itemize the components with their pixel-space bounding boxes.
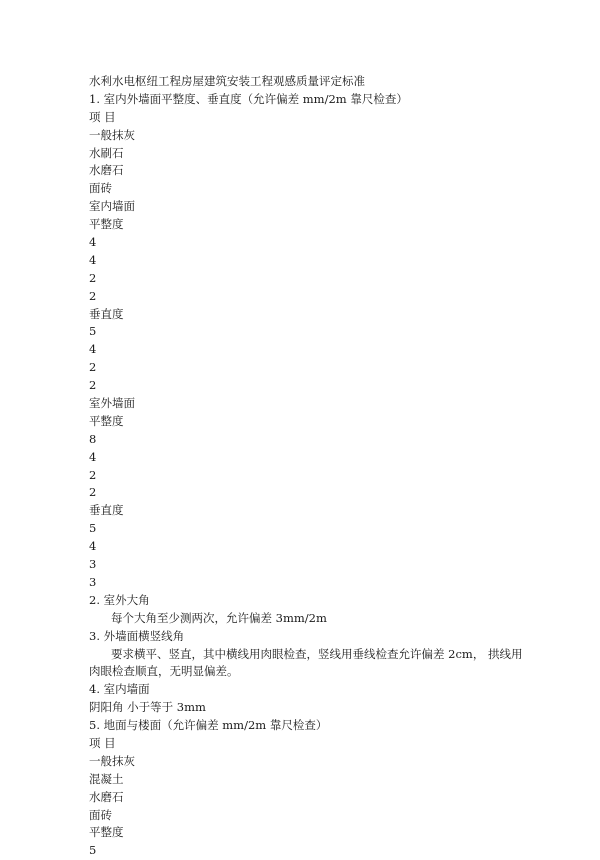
section-2-heading: 2. 室外大角 — [89, 592, 150, 607]
section-1-heading: 1. 室内外墙面平整度、垂直度（允许偏差 mm/2m 靠尺检查） — [89, 91, 408, 106]
outdoor-flatness-value: 8 — [89, 431, 97, 446]
outdoor-flatness-value: 2 — [89, 467, 97, 482]
document-page — [89, 73, 529, 860]
outdoor-vertical-value: 3 — [89, 557, 97, 572]
section-5-item: 混凝土 — [89, 771, 124, 786]
section-3-heading: 3. 外墙面横竖线角 — [89, 628, 185, 643]
outdoor-vertical-value: 5 — [89, 521, 97, 536]
section-5-column-header: 项 目 — [89, 735, 116, 750]
indoor-flatness-value: 4 — [89, 252, 97, 267]
section-5-flatness-label: 平整度 — [89, 825, 124, 840]
indoor-vertical-value: 2 — [89, 378, 97, 393]
section-4-heading: 4. 室内墙面 — [89, 682, 150, 697]
indoor-flatness-value: 4 — [89, 235, 97, 250]
outdoor-flatness-value: 2 — [89, 485, 97, 500]
indoor-vertical-value: 5 — [89, 324, 97, 339]
section-5-item: 水磨石 — [89, 789, 124, 804]
outdoor-flatness-label: 平整度 — [89, 413, 124, 428]
section-1-item: 一般抹灰 — [89, 127, 135, 142]
indoor-vertical-value: 2 — [89, 360, 97, 375]
indoor-vertical-label: 垂直度 — [89, 306, 124, 321]
outdoor-vertical-label: 垂直度 — [89, 503, 124, 518]
section-5-flatness-value: 5 — [89, 843, 97, 858]
section-1-item: 水刷石 — [89, 145, 124, 160]
section-3-text: 要求横平、竖直，其中横线用肉眼检查，竖线用垂线检查允许偏差 2cm， 拱线用肉眼检查顺直，无明显偏差。 — [89, 646, 523, 679]
outdoor-vertical-value: 4 — [89, 539, 97, 554]
indoor-flatness-label: 平整度 — [89, 217, 124, 232]
section-5-item: 面砖 — [89, 807, 112, 822]
section-5-item: 一般抹灰 — [89, 753, 135, 768]
indoor-vertical-value: 4 — [89, 342, 97, 357]
section-1-item: 水磨石 — [89, 163, 124, 178]
document-title: 水利水电枢纽工程房屋建筑安装工程观感质量评定标准 — [89, 74, 365, 88]
outdoor-wall-label: 室外墙面 — [89, 396, 135, 411]
section-2-text: 每个大角至少测两次，允许偏差 3mm/2m — [111, 610, 327, 625]
indoor-wall-label: 室内墙面 — [89, 199, 135, 214]
section-5-heading: 5. 地面与楼面（允许偏差 mm/2m 靠尺检查） — [89, 718, 328, 733]
outdoor-vertical-value: 3 — [89, 574, 97, 589]
section-4-text: 阴阳角 小于等于 3mm — [89, 700, 206, 715]
indoor-flatness-value: 2 — [89, 270, 97, 285]
section-1-column-header: 项 目 — [89, 109, 116, 124]
indoor-flatness-value: 2 — [89, 288, 97, 303]
outdoor-flatness-value: 4 — [89, 449, 97, 464]
section-1-item: 面砖 — [89, 181, 112, 196]
